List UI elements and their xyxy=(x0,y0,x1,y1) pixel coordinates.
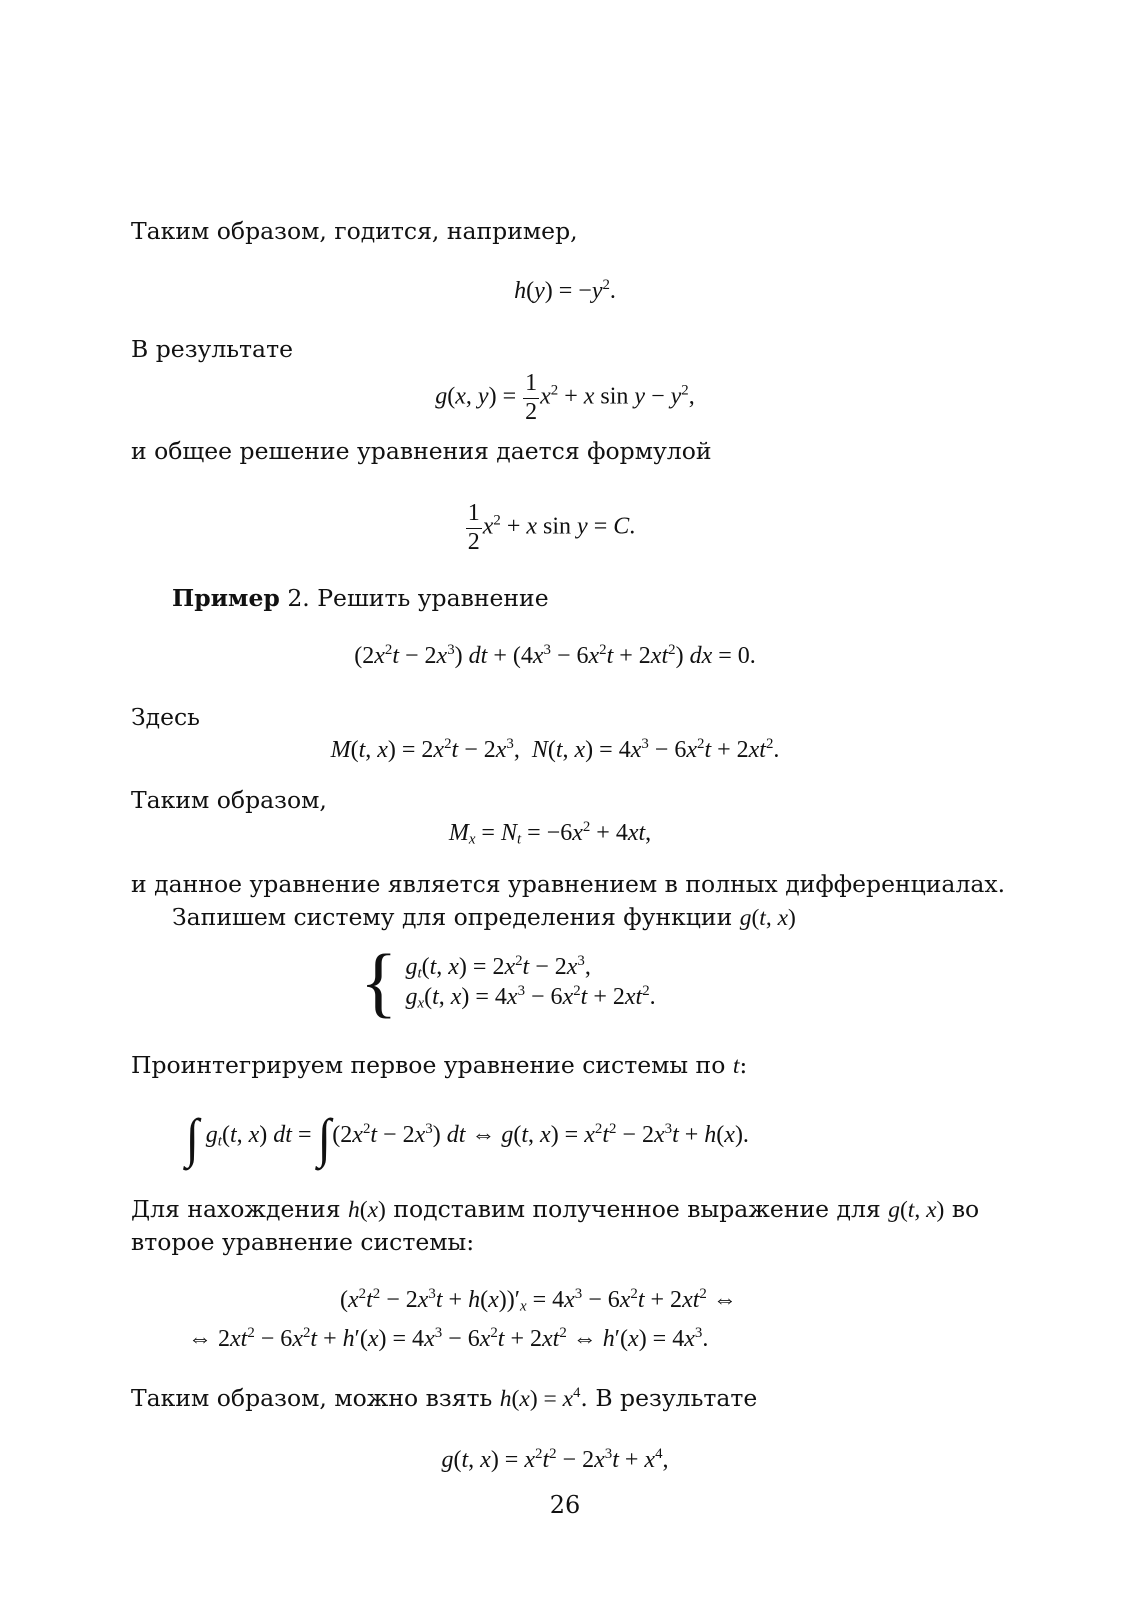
example-label: Пример xyxy=(172,584,280,612)
text-span: Запишем систему для определения функции xyxy=(172,903,740,931)
example-text: 2. Решить уравнение xyxy=(279,584,549,612)
equation-derivative-line-1: $(x^2t^2 - 2x^3t + h(x))'_x = 4x^3 - 6x^2t + 2xt^2$ ⇔ xyxy=(340,1285,737,1315)
text-span: Проинтегрируем первое уравнение системы по xyxy=(131,1051,733,1079)
text-line: Для нахождения h(x) подставим полученное выражение для g(t, x) во xyxy=(131,1195,980,1223)
equation-mx-nt: $M_x = N_t = -6x^2 + 4xt$, xyxy=(448,818,652,848)
text-span: Для нахождения xyxy=(131,1195,349,1223)
example-heading xyxy=(172,583,549,613)
text-line: Запишем систему для определения функции g(t, x) xyxy=(172,903,796,931)
text-span: во xyxy=(944,1195,980,1223)
page-number: 26 xyxy=(549,1491,581,1519)
equation-example-2: $(2x^2t - 2x^3)$ dt + $(4x^3 - 6x^2t + 2xt^2)$ dx = 0. xyxy=(354,641,756,669)
equation-general-solution: $\frac{1}{2}$ $x^2 + x$ sin y = C. xyxy=(467,500,636,555)
text-line: и общее решение уравнения дается формулой xyxy=(131,437,712,465)
equation-m-n: M(t, $x) = 2x^2t - 2x^3$, N(t, $x) = 4x^3 - 6x^2t + 2xt^2$. xyxy=(330,735,780,763)
equation-integral: ∫ $g_t(t$, x) dt = $\int(2x^2t - 2x^3)$ dt ⇔ g(t, $x) = x^2t^2 - 2x^3t + h(x)$. xyxy=(185,1108,749,1168)
equation-derivative-line-2: ⇔ $2xt^2 - 6x^2t + h'(x) = 4x^3 - 6x^2t + 2xt^2$ ⇔ $h'(x) = 4x^3$. xyxy=(188,1324,709,1352)
brace-icon: { xyxy=(360,937,398,1025)
text-line: Проинтегрируем первое уравнение системы по t: xyxy=(131,1051,748,1079)
text-line: Таким образом, можно взять $h(x) = x^4$. В результате xyxy=(131,1384,758,1412)
text-line: Таким образом, xyxy=(131,786,327,814)
text-line: и данное уравнение является уравнением в полных дифференциалах. xyxy=(131,870,1006,898)
equation-h-y: $h(y) = -y^2$. xyxy=(514,276,616,304)
text-line: второе уравнение системы: xyxy=(131,1228,475,1256)
text-span: Таким образом, можно взять xyxy=(131,1384,500,1412)
text-span: подставим полученное выражение для xyxy=(385,1195,889,1223)
equation-system: { $g_t(t$, $x) = 2x^2t - 2x^3$, $g_x(t$, $x) = 4x^3 - 6x^2t + 2xt^2$. xyxy=(360,937,656,1025)
text-line: В результате xyxy=(131,335,293,363)
equation-g-xy: g(x, y) = $\frac{1}{2}$ $x^2 + x$ $\sin y - y^2$, xyxy=(435,370,695,425)
text-span: . В результате xyxy=(580,1384,758,1412)
text-line: Таким образом, годится, например, xyxy=(131,217,578,245)
text-line: Здесь xyxy=(131,703,200,731)
equation-final-g: g(t, $x) = x^2t^2 - 2x^3t + x^4$, xyxy=(441,1445,669,1473)
